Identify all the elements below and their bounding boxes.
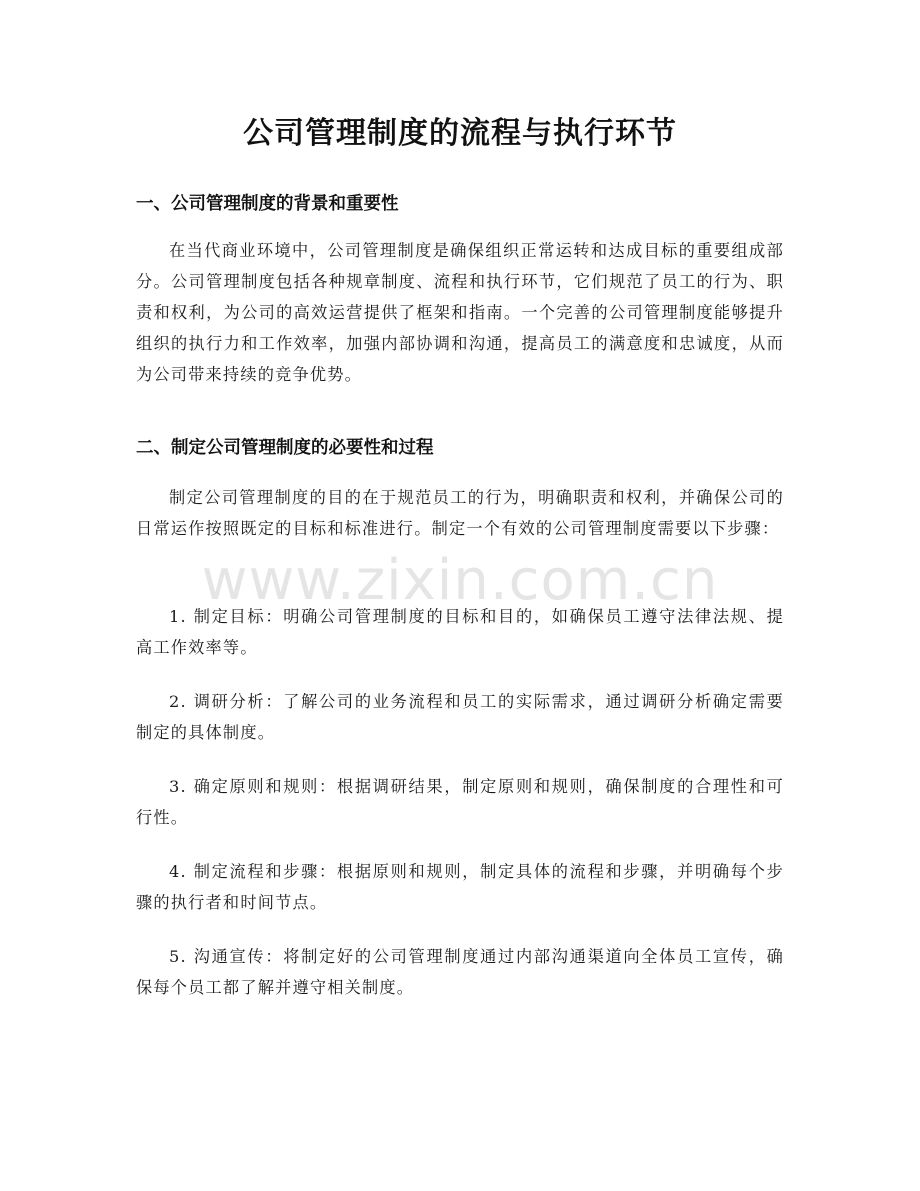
list-item-step-3: 3. 确定原则和规则：根据调研结果，制定原则和规则，确保制度的合理性和可行性。 — [136, 777, 784, 827]
section-heading-background: 一、公司管理制度的背景和重要性 — [136, 194, 399, 214]
list-item-step-1: 1. 制定目标：明确公司管理制度的目标和目的，如确保员工遵守法律法规、提高工作效率等。 — [136, 607, 784, 657]
document-title: 公司管理制度的流程与执行环节 — [243, 116, 677, 151]
paragraph-purpose: 制定公司管理制度的目的在于规范员工的行为，明确职责和权利，并确保公司的日常运作按照既定的目标和标准进行。制定一个有效的公司管理制度需要以下步骤： — [136, 488, 784, 538]
watermark: www.zixin.com.cn — [201, 548, 719, 613]
list-item-step-4: 4. 制定流程和步骤：根据原则和规则，制定具体的流程和步骤，并明确每个步骤的执行者和时间节点。 — [136, 862, 784, 912]
paragraph-background: 在当代商业环境中，公司管理制度是确保组织正常运转和达成目标的重要组成部分。公司管理制度包括各种规章制度、流程和执行环节，它们规范了员工的行为、职责和权利，为公司的高效运营提供了框架和指南。一个完善的公司管理制度能够提升组织的执行力和工作效率，加强内部协调和沟通，提高员工的满意度和忠诚度，从而为公司带来持续的竞争优势。 — [136, 241, 784, 384]
list-item-step-5: 5. 沟通宣传：将制定好的公司管理制度通过内部沟通渠道向全体员工宣传，确保每个员工都了解并遵守相关制度。 — [136, 947, 784, 997]
section-heading-necessity: 二、制定公司管理制度的必要性和过程 — [136, 438, 434, 458]
list-item-step-2: 2. 调研分析：了解公司的业务流程和员工的实际需求，通过调研分析确定需要制定的具体制度。 — [136, 692, 784, 742]
